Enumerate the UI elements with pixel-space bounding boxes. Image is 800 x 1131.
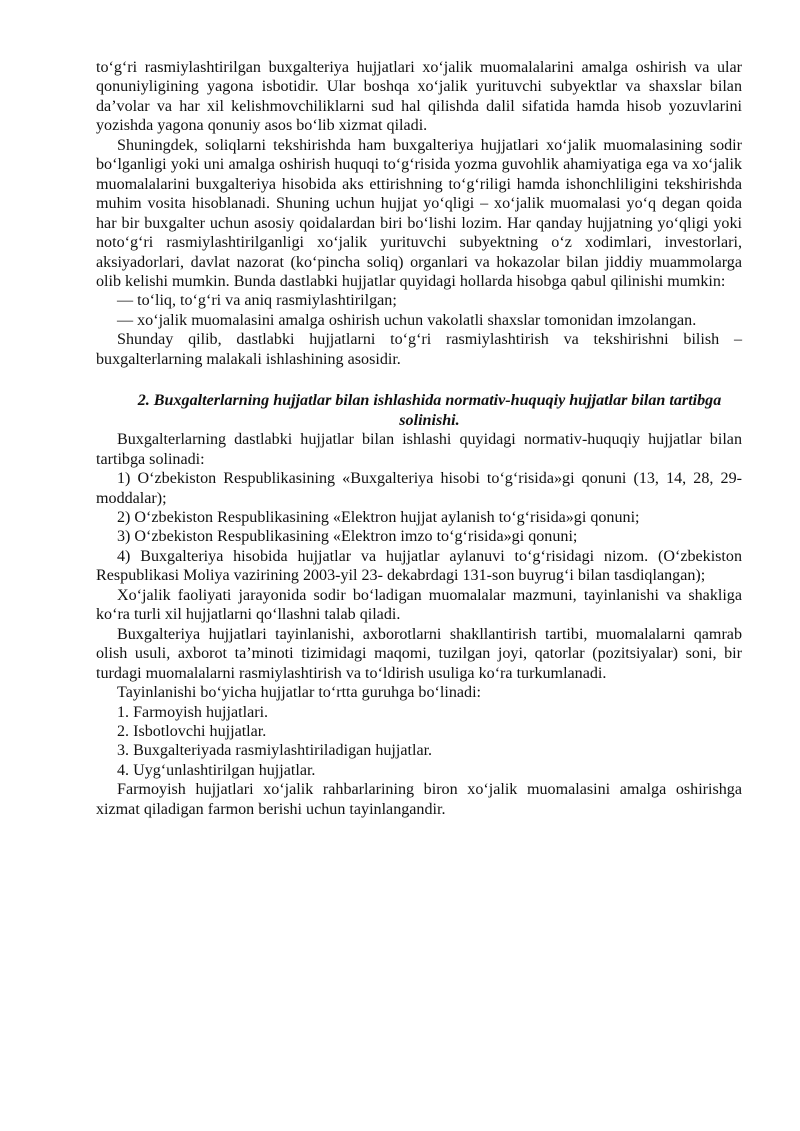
list-item: 3. Buxgalteriyada rasmiylashtiriladigan hujjatlar. [117,742,433,760]
list-item: 3) O‘zbekiston Respublikasining «Elektron imzo to‘g‘risida»gi qonuni; [117,528,578,546]
paragraph: Buxgalteriya hujjatlari tayinlanishi, axborotlarni shakllantirish tartibi, muomalalarni qamrab olish usuli, axborot ta’minoti tizimidagi maqomi, tuzilgan joyi, qatorlar (pozitsiyalar) soni, bir turdagi muomalalarni rasmiylashtirish va to‘ldirish usuliga ko‘ra turkumlanadi. [96,625,742,682]
list-item: 1) O‘zbekiston Respublikasining «Buxgalteriya hisobi to‘g‘risida»gi qonuni (13, 14, 28, 29-moddalar); [96,470,742,507]
list-item: 2. Isbotlovchi hujjatlar. [117,722,267,740]
list-item: 4) Buxgalteriya hisobida hujjatlar va hujjatlar aylanuvi to‘g‘risidagi nizom. (O‘zbekiston Respublikasi Moliya vazirining 2003-yil 23- dekabrdagi 131-son buyrug‘i bilan tasdiqlangan); [96,547,742,585]
document-page [96,58,742,819]
paragraph: Xo‘jalik faoliyati jarayonida sodir bo‘ladigan muomalalar mazmuni, tayinlanishi va shakliga ko‘ra turli xil hujjatlarni qo‘llashni talab qiladi. [96,586,742,624]
list-item: 4. Uyg‘unlashtirilgan hujjatlar. [117,761,316,779]
list-item: 1. Farmoyish hujjatlari. [117,703,269,721]
paragraph: Farmoyish hujjatlari xo‘jalik rahbarlarining biron xo‘jalik muomalasini amalga oshirishga xizmat qiladigan farmon berishi uchun tayinlangandir. [96,781,742,818]
list-item: 2) O‘zbekiston Respublikasining «Elektron hujjat aylanish to‘g‘risida»gi qonuni; [117,508,640,526]
paragraph: Buxgalterlarning dastlabki hujjatlar bilan ishlashi quyidagi normativ-huquqiy hujjatlar bilan tartibga solinadi: [96,431,742,468]
section-heading: 2. Buxgalterlarning hujjatlar bilan ishlashida normativ-huquqiy hujjatlar bilan tartibga solinishi. [137,392,722,429]
paragraph: to‘g‘ri rasmiylashtirilgan buxgalteriya hujjatlari xo‘jalik muomalalarini amalga oshirish va ular qonuniyligining yagona isbotidir. Ular boshqa xo‘jalik yurituvchi subyektlar va shaxslar bilan da’volar va har xil kelishmovchiliklarni sud hal qilishda dalil sifatida hamda hisob yozuvlarini yozishda yagona qonuniy asos bo‘lib xizmat qiladi. [96,59,742,135]
paragraph: Shunday qilib, dastlabki hujjatlarni to‘g‘ri rasmiylashtirish va tekshirishni bilish – buxgalterlarning malakali ishlashining asosidir. [96,331,742,368]
list-item: — xo‘jalik muomalasini amalga oshirish uchun vakolatli shaxslar tomonidan imzolangan. [117,311,697,329]
list-item: — to‘liq, to‘g‘ri va aniq rasmiylashtirilgan; [117,292,397,310]
paragraph: Shuningdek, soliqlarni tekshirishda ham buxgalteriya hujjatlari xo‘jalik muomalasining sodir bo‘lganligi yoki uni amalga oshirish huquqi to‘g‘risida yozma guvohlik ahamiyatiga ega va xo‘jalik muomalalarini buxgalteriya hisobida aks ettirishning to‘g‘riligi hamda ishonchliligini tekshirishda muhim vosita hisoblanadi. Shuning uchun hujjat yo‘qligi – xo‘jalik muomalasi yo‘q degan qoida har bir buxgalter uchun asosiy qoidalardan biri bo‘lishi lozim. Har qanday hujjatning yo‘qligi yoki noto‘g‘ri rasmiylashtirilganligi xo‘jalik yurituvchi subyektning o‘z xodimlari, investorlari, aksiyadorlari, davlat nazorat (ko‘pincha soliq) organlari va hokazolar bilan jiddiy muammolarga olib kelishi mumkin. Bunda dastlabki hujjatlar quyidagi hollarda hisobga qabul qilinishi mumkin: [96,136,742,290]
section-spacer [96,369,742,391]
paragraph: Tayinlanishi bo‘yicha hujjatlar to‘rtta guruhga bo‘linadi: [117,684,482,702]
